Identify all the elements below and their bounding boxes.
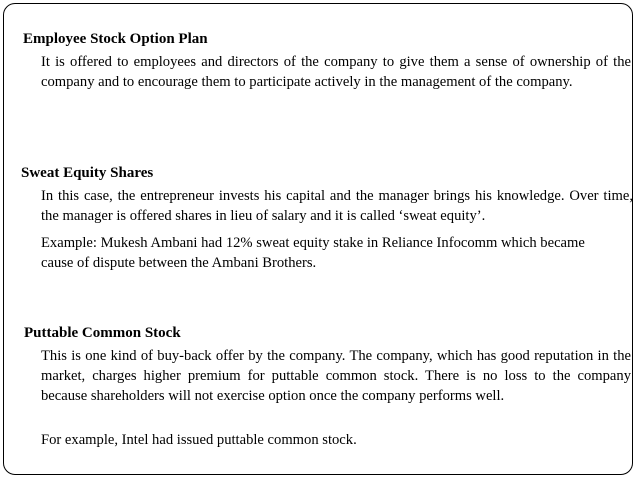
paragraph-sweat-equity-example: Example: Mukesh Ambani had 12% sweat equity stake in Reliance Infocomm which became cause of dispute between the Ambani Brothers.: [41, 235, 585, 271]
heading-employee-stock-option-plan: Employee Stock Option Plan: [23, 31, 208, 47]
paragraph-puttable-description: This is one kind of buy-back offer by the company. The company, which has good reputation in the market, charges higher premium for puttable common stock. There is no loss to the company because shareholders will not exercise option once the company performs well.: [41, 348, 631, 404]
paragraph-sweat-equity-description: In this case, the entrepreneur invests his capital and the manager brings his knowledge. Over time, the manager is offered shares in lieu of salary and it is called ‘sweat equity’.: [41, 188, 633, 224]
paragraph-puttable-example: For example, Intel had issued puttable common stock.: [41, 432, 357, 448]
heading-sweat-equity-shares: Sweat Equity Shares: [21, 165, 154, 181]
heading-puttable-common-stock: Puttable Common Stock: [24, 325, 181, 341]
paragraph-esop-description: It is offered to employees and directors of the company to give them a sense of ownership of the company and to encourage them to participate actively in the management of the company.: [41, 54, 631, 90]
